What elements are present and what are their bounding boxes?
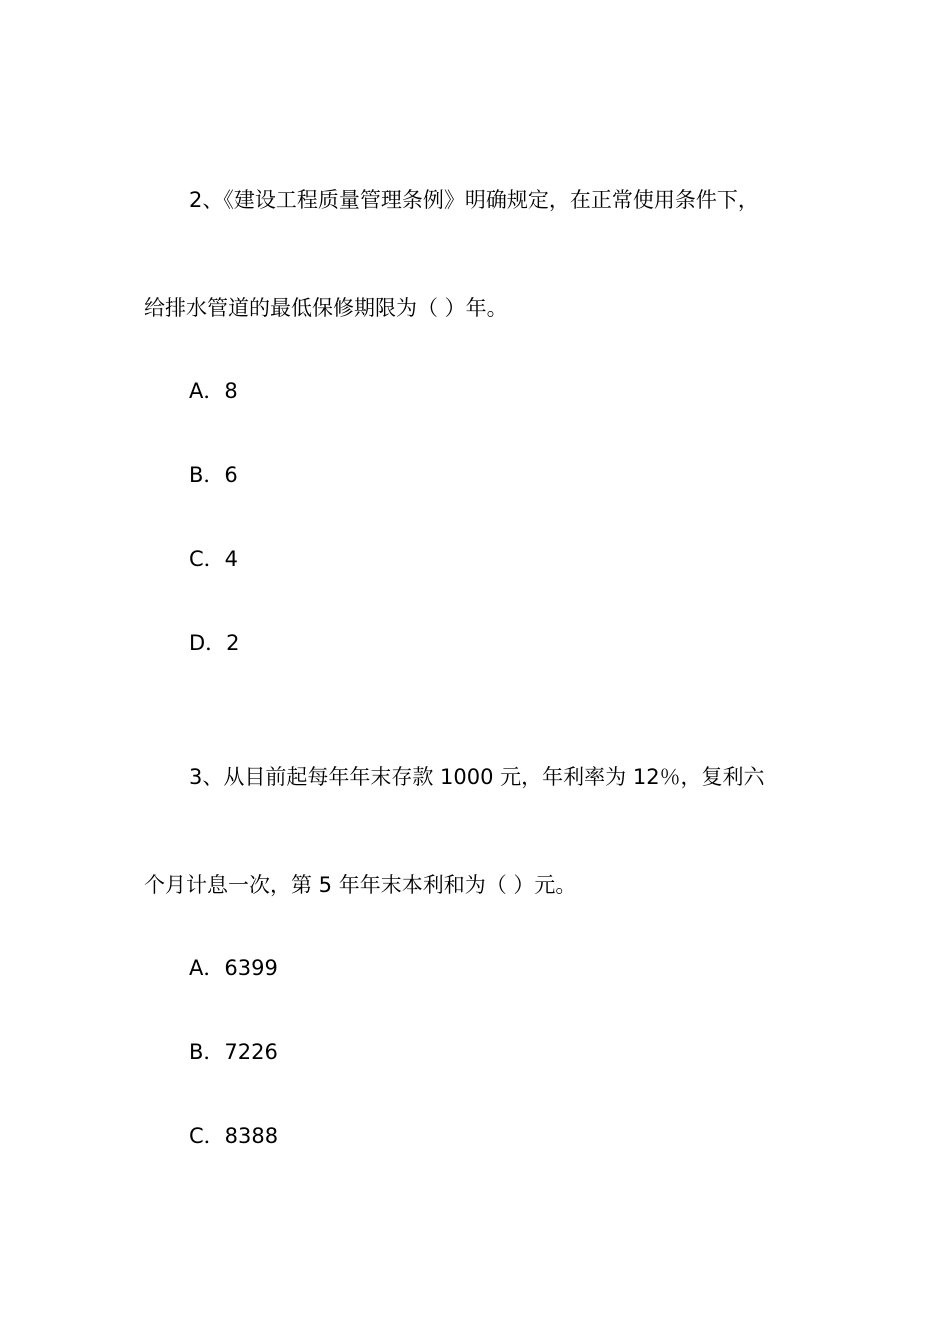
question-stem-line: 给排水管道的最低保修期限为（ ）年。 xyxy=(144,296,508,320)
answer-option-c: C．4 xyxy=(189,547,239,571)
question-stem-line: 2、《建设工程质量管理条例》明确规定，在正常使用条件下， xyxy=(189,188,759,212)
question-stem-line: 个月计息一次，第 5 年年末本利和为（ ）元。 xyxy=(144,873,577,897)
answer-option-d: D．2 xyxy=(189,631,240,655)
question-stem-line: 3、从目前起每年年末存款 1000 元，年利率为 12％，复利六 xyxy=(189,765,765,789)
answer-option-b: B．6 xyxy=(189,463,238,487)
answer-option-b: B．7226 xyxy=(189,1040,278,1064)
answer-option-a: A．8 xyxy=(189,379,238,403)
answer-option-c: C．8388 xyxy=(189,1124,279,1148)
answer-option-a: A．6399 xyxy=(189,956,278,980)
